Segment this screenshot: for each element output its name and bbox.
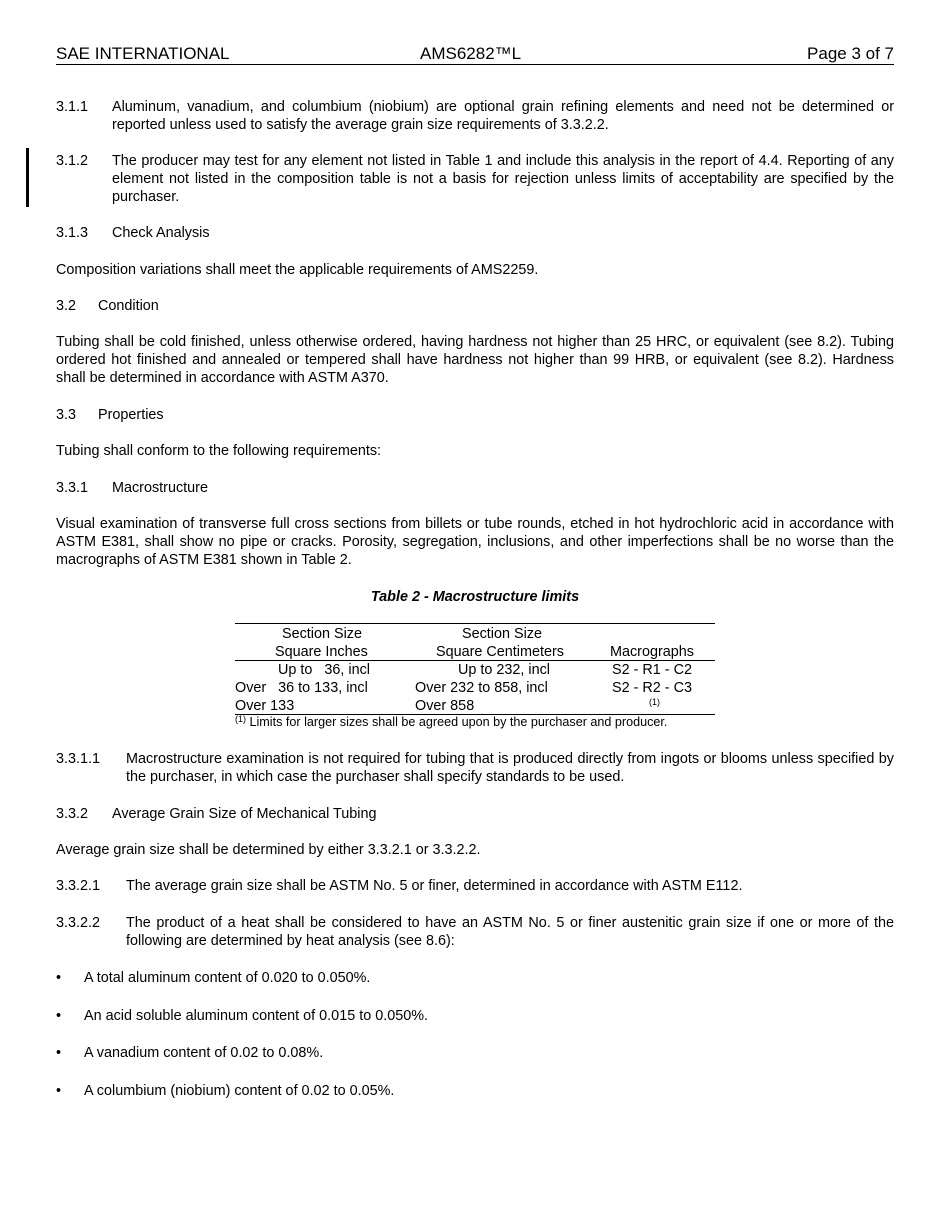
section-number: 3.1.1 [56,99,89,115]
section-number: 3.1.3 [56,225,89,241]
table-top-rule [235,623,715,624]
table-footnote [235,714,667,730]
header-col1-line1: Section Size [282,626,362,642]
paragraph-properties: Tubing shall conform to the following requirements: [56,443,382,459]
list-item-text: A columbium (niobium) content of 0.02 to 0.05%. [84,1083,395,1099]
header-organization: SAE INTERNATIONAL [56,44,230,63]
header-col1-line2: Square Inches [275,644,368,660]
section-number: 3.1.2 [56,153,89,169]
paragraph-condition: Tubing shall be cold finished, unless otherwise ordered, having hardness not higher than 25 HRC, or equivalent (see 8.2). Tubing ordered hot finished and annealed or tempered shall have hardness not higher than 99 HRB, or equivalent (see 8.2). Hardness shall be determined in accordance with ASTM A370. [56,334,894,386]
section-number: 3.3.1.1 [56,751,101,767]
header-col2-line2: Square Centimeters [436,644,564,660]
section-text: Aluminum, vanadium, and columbium (niobium) are optional grain refining elements and need not be determined or reported unless used to satisfy the average grain size requirements of 3.3.2.2. [112,99,894,133]
revision-change-bar [26,148,29,207]
bullet-marker: • [56,1083,62,1099]
section-number: 3.3.2.2 [56,915,101,931]
paragraph-grain-size: Average grain size shall be determined by either 3.3.2.1 or 3.3.2.2. [56,842,481,858]
row2-col1: Over 36 to 133, incl [235,680,368,696]
section-text: The product of a heat shall be considered to have an ASTM No. 5 or finer austenitic grain size if one or more of the following are determined by heat analysis (see 8.6): [126,915,894,949]
section-text: The average grain size shall be ASTM No. 5 or finer, determined in accordance with ASTM E112. [126,878,743,894]
row1-col1: Up to 36, incl [278,662,370,678]
section-number: 3.2 [56,298,77,314]
section-title: Average Grain Size of Mechanical Tubing [112,806,377,822]
paragraph-check-analysis: Composition variations shall meet the applicable requirements of AMS2259. [56,262,539,278]
bullet-marker: • [56,1008,62,1024]
section-title: Macrostructure [112,480,208,496]
section-number: 3.3 [56,407,77,423]
section-3-3-1-1 [56,750,894,786]
section-3-1-1 [56,98,894,134]
footnote-mark: (1) [235,714,246,724]
paragraph-macrostructure: Visual examination of transverse full cross sections from billets or tube rounds, etched in hot hydrochloric acid in accordance with ASTM E381, shall show no pipe or cracks. Porosity, segregation, inclusions, and other imperfections shall be no worse than the macrographs of ASTM E381 shown in Table 2. [56,516,894,568]
section-number: 3.3.2.1 [56,878,101,894]
table-2-title: Table 2 - Macrostructure limits [370,589,580,605]
section-text: Macrostructure examination is not required for tubing that is produced directly from ingots or blooms unless specified by the purchaser, in which case the purchaser shall specify standards to be used. [126,751,894,785]
bullet-marker: • [56,970,62,986]
header-document-number: AMS6282™L [420,44,522,63]
page-header [56,44,894,65]
header-col3: Macrographs [610,644,694,660]
section-title: Properties [98,407,164,423]
header-page-number: Page 3 of 7 [807,44,894,63]
row3-col3-footnote-ref: (1) [649,697,660,707]
section-3-3-2-1 [56,877,894,895]
section-number: 3.3.2 [56,806,89,822]
section-3-3-2-2 [56,914,894,950]
header-col2-line1: Section Size [462,626,542,642]
row1-col3: S2 - R1 - C2 [612,662,692,678]
row2-col2: Over 232 to 858, incl [415,680,548,696]
list-item-text: A total aluminum content of 0.020 to 0.050%. [84,970,371,986]
footnote-text: Limits for larger sizes shall be agreed upon by the purchaser and producer. [246,715,668,729]
section-number: 3.3.1 [56,480,89,496]
section-title: Condition [98,298,159,314]
section-3-1-2 [56,152,894,206]
list-item-text: A vanadium content of 0.02 to 0.08%. [84,1045,324,1061]
bullet-marker: • [56,1045,62,1061]
row3-col1: Over 133 [235,698,295,714]
section-title: Check Analysis [112,225,210,241]
list-item-text: An acid soluble aluminum content of 0.015 to 0.050%. [84,1008,428,1024]
row3-col2: Over 858 [415,698,475,714]
row1-col2: Up to 232, incl [458,662,550,678]
row2-col3: S2 - R2 - C3 [612,680,692,696]
section-text: The producer may test for any element not listed in Table 1 and include this analysis in the report of 4.4. Reporting of any element not listed in the composition table is not a basis for rejection unless limits of acceptability are specified by the purchaser. [112,153,894,205]
